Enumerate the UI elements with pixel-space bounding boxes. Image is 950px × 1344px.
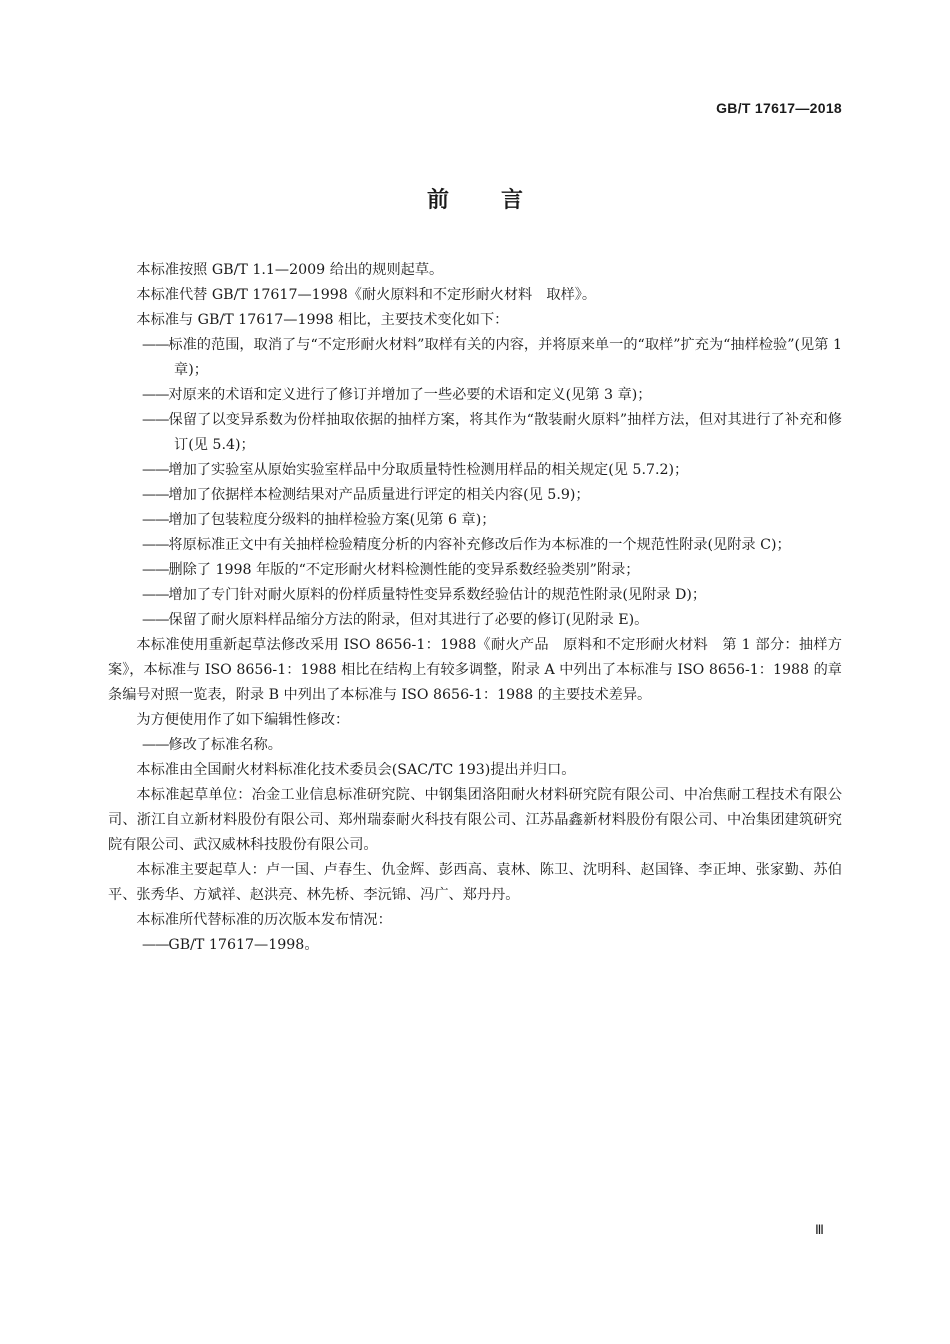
dash-list-item: —— 修改了标准名称。 <box>108 733 842 758</box>
paragraph: 本标准所代替标准的历次版本发布情况： <box>136 912 392 928</box>
dash-list-item: —— 增加了包装粒度分级料的抽样检验方案(见第 6 章)； <box>108 508 842 533</box>
page-number: Ⅲ <box>815 1222 824 1237</box>
paragraph: 为方便使用作了如下编辑性修改： <box>136 712 350 728</box>
dash-list-item: —— 增加了实验室从原始实验室样品中分取质量特性检测用样品的相关规定(见 5.7.2)； <box>108 458 842 483</box>
page-title: 前言 <box>426 188 575 213</box>
dash-list-item: —— 对原来的术语和定义进行了修订并增加了一些必要的术语和定义(见第 3 章)； <box>108 383 842 408</box>
dash-list-item: —— 保留了耐火原料样品缩分方法的附录，但对其进行了必要的修订(见附录 E)。 <box>108 608 842 633</box>
dash-list-item: —— 增加了依据样本检测结果对产品质量进行评定的相关内容(见 5.9)； <box>108 483 842 508</box>
dash-list-item: —— 删除了 1998 年版的“不定形耐火材料检测性能的变异系数经验类别”附录； <box>108 558 842 583</box>
dash-list-item: —— 保留了以变异系数为份样抽取依据的抽样方案，将其作为“散装耐火原料”抽样方法，但对其进行了补充和修订(见 5.4)； <box>108 408 842 458</box>
paragraph: 本标准由全国耐火材料标准化技术委员会(SAC/TC 193)提出并归口。 <box>136 762 576 778</box>
foreword-body <box>108 258 842 958</box>
paragraph: 本标准与 GB/T 17617—1998 相比，主要技术变化如下： <box>136 312 509 328</box>
dash-list-item: —— 将原标准正文中有关抽样检验精度分析的内容补充修改后作为本标准的一个规范性附录(见附录 C)； <box>108 533 842 558</box>
dash-list-item: —— 增加了专门针对耐火原料的份样质量特性变异系数经验估计的规范性附录(见附录 D)； <box>108 583 842 608</box>
dash-list-item: —— 标准的范围，取消了与“不定形耐火材料”取样有关的内容，并将原来单一的“取样”扩充为“抽样检验”(见第 1 章)； <box>108 333 842 383</box>
paragraph: 本标准按照 GB/T 1.1—2009 给出的规则起草。 <box>136 262 444 278</box>
paragraph: 本标准代替 GB/T 17617—1998《耐火原料和不定形耐火材料 取样》。 <box>136 287 597 303</box>
paragraph: 本标准主要起草人：卢一国、卢春生、仇金辉、彭西高、袁林、陈卫、沈明科、赵国锋、李正坤、张家勤、苏伯平、张秀华、方斌祥、赵洪亮、林先桥、李沅锦、冯广、郑丹丹。 <box>108 862 842 903</box>
paragraph: 本标准使用重新起草法修改采用 ISO 8656-1：1988《耐火产品 原料和不定形耐火材料 第 1 部分：抽样方案》，本标准与 ISO 8656-1：1988 相比在结构上有较多调整，附录 A 中列出了本标准与 ISO 8656-1：1988 的章条编号对照一览表，附录 B 中列出了本标准与 ISO 8656-1：1988 的主要技术差异。 <box>108 637 842 703</box>
paragraph: 本标准起草单位：冶金工业信息标准研究院、中钢集团洛阳耐火材料研究院有限公司、中冶焦耐工程技术有限公司、浙江自立新材料股份有限公司、郑州瑞泰耐火科技有限公司、江苏晶鑫新材料股份有限公司、中冶集团建筑研究院有限公司、武汉威林科技股份有限公司。 <box>108 787 842 853</box>
dash-list-item: —— GB/T 17617—1998。 <box>108 933 842 958</box>
standard-number-header: GB/T 17617—2018 <box>716 100 842 116</box>
